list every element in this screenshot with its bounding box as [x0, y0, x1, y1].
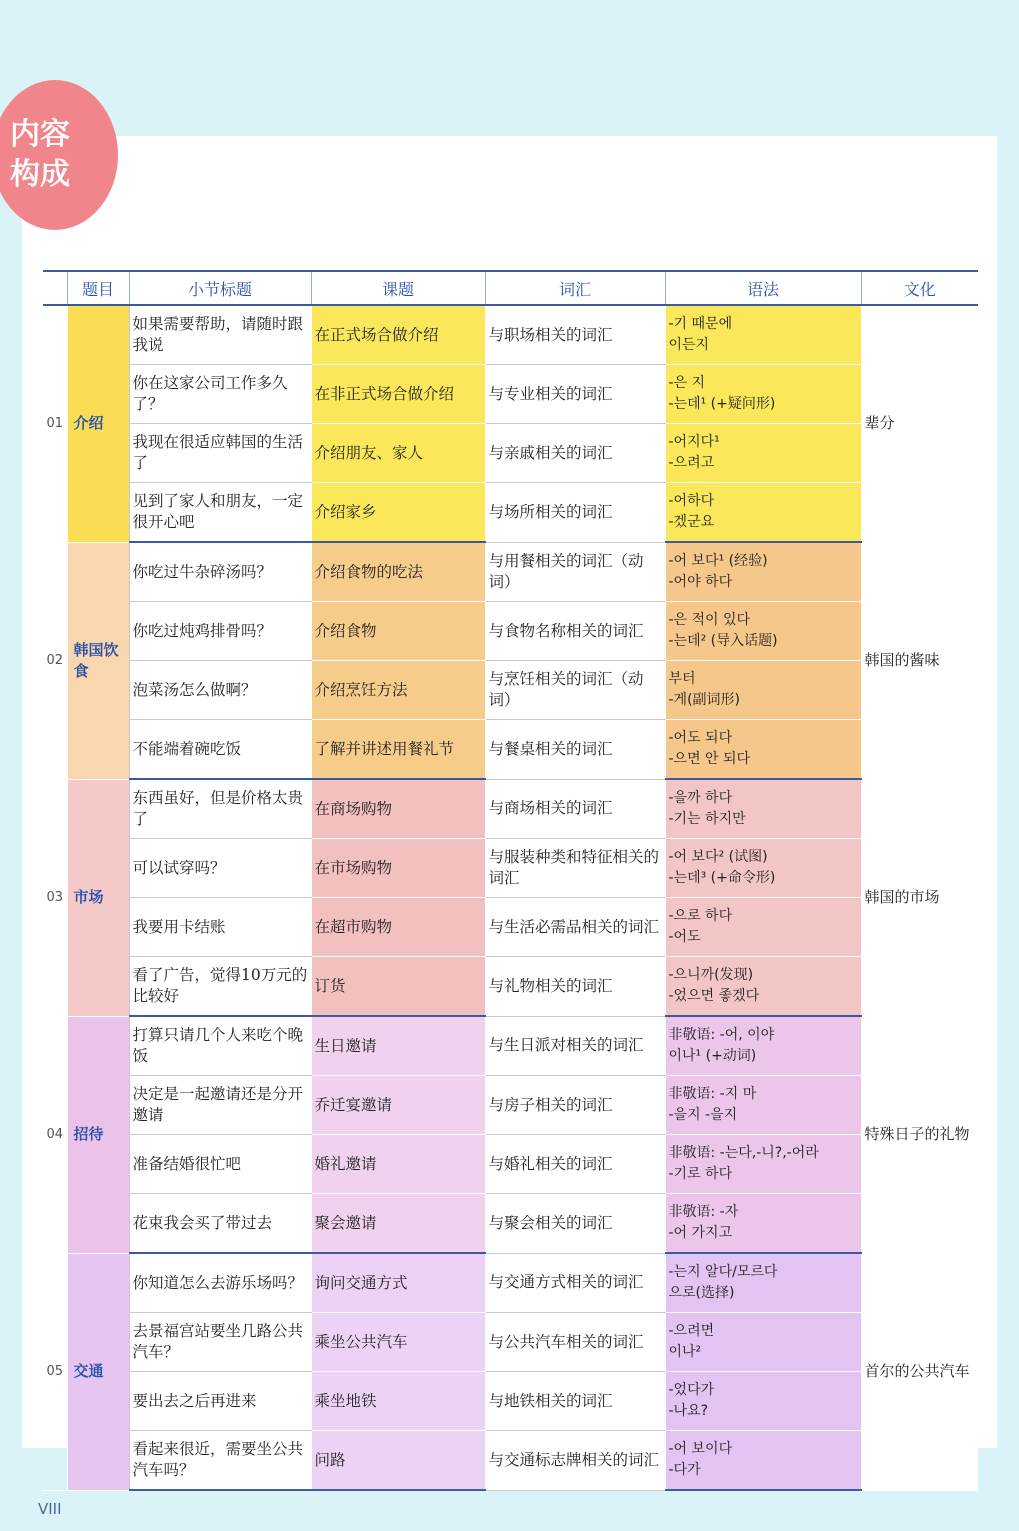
table-row: [43, 542, 978, 602]
section-subtitle: 我要用卡结账: [129, 898, 311, 957]
vocab-cell: 与生活必需品相关的词汇: [485, 898, 665, 957]
vocab-cell: 与婚礼相关的词汇: [485, 1135, 665, 1194]
grammar-cell: -어 보다¹ (经验) -어야 하다: [665, 542, 861, 602]
lesson-title: 聚会邀请: [311, 1194, 485, 1254]
culture-cell: 首尔的公共汽车: [861, 1253, 978, 1490]
header-subtitle: 小节标题: [129, 271, 311, 305]
vocab-cell: 与交通方式相关的词汇: [485, 1253, 665, 1313]
section-subtitle: 打算只请几个人来吃个晚饭: [129, 1016, 311, 1076]
vocab-cell: 与专业相关的词汇: [485, 365, 665, 424]
vocab-cell: 与餐桌相关的词汇: [485, 720, 665, 780]
vocab-cell: 与烹饪相关的词汇（动词）: [485, 661, 665, 720]
vocab-cell: 与地铁相关的词汇: [485, 1372, 665, 1431]
culture-cell: 特殊日子的礼物: [861, 1016, 978, 1253]
header-grammar: 语法: [665, 271, 861, 305]
grammar-cell: 非敬语: -는다,-니?,-어라 -기로 하다: [665, 1135, 861, 1194]
header-culture: 文化: [861, 271, 978, 305]
vocab-cell: 与用餐相关的词汇（动词）: [485, 542, 665, 602]
table-row: [43, 365, 978, 424]
section-subtitle: 可以试穿吗？: [129, 839, 311, 898]
vocab-cell: 与聚会相关的词汇: [485, 1194, 665, 1254]
section-subtitle: 泡菜汤怎么做啊？: [129, 661, 311, 720]
section-subtitle: 我现在很适应韩国的生活了: [129, 424, 311, 483]
unit-number: 01: [43, 305, 67, 542]
table-row: [43, 305, 978, 365]
unit-number: 02: [43, 542, 67, 779]
lesson-title: 生日邀请: [311, 1016, 485, 1076]
lesson-title: 介绍朋友、家人: [311, 424, 485, 483]
section-subtitle: 看了广告，觉得10万元的比较好: [129, 957, 311, 1017]
table-row: [43, 1431, 978, 1491]
table-row: [43, 1372, 978, 1431]
lesson-title: 介绍食物的吃法: [311, 542, 485, 602]
culture-cell: 辈分: [861, 305, 978, 542]
vocab-cell: 与职场相关的词汇: [485, 305, 665, 365]
table-row: [43, 779, 978, 839]
lesson-title: 乔迁宴邀请: [311, 1076, 485, 1135]
vocab-cell: 与服装种类和特征相关的词汇: [485, 839, 665, 898]
lesson-title: 在非正式场合做介绍: [311, 365, 485, 424]
section-subtitle: 去景福宫站要坐几路公共汽车？: [129, 1313, 311, 1372]
unit-topic: 市场: [67, 779, 129, 1016]
header-num: [43, 271, 67, 305]
lesson-title: 问路: [311, 1431, 485, 1491]
section-subtitle: 见到了家人和朋友，一定很开心吧: [129, 483, 311, 543]
lesson-title: 婚礼邀请: [311, 1135, 485, 1194]
section-subtitle: 你吃过牛杂碎汤吗？: [129, 542, 311, 602]
badge-line-2: 构成: [10, 157, 70, 192]
badge-line-1: 内容: [10, 117, 70, 152]
lesson-title: 在正式场合做介绍: [311, 305, 485, 365]
lesson-title: 介绍烹饪方法: [311, 661, 485, 720]
table-row: [43, 1194, 978, 1254]
grammar-cell: -어지다¹ -으려고: [665, 424, 861, 483]
lesson-title: 乘坐地铁: [311, 1372, 485, 1431]
section-subtitle: 你吃过炖鸡排骨吗？: [129, 602, 311, 661]
header-row: [43, 271, 978, 305]
vocab-cell: 与场所相关的词汇: [485, 483, 665, 543]
grammar-cell: -으니까(发现) -었으면 좋겠다: [665, 957, 861, 1017]
section-subtitle: 准备结婚很忙吧: [129, 1135, 311, 1194]
lesson-title: 介绍食物: [311, 602, 485, 661]
grammar-cell: -기 때문에 이든지: [665, 305, 861, 365]
table-row: [43, 1135, 978, 1194]
lesson-title: 乘坐公共汽车: [311, 1313, 485, 1372]
unit-topic: 韩国饮食: [67, 542, 129, 779]
section-subtitle: 花束我会买了带过去: [129, 1194, 311, 1254]
table-row: [43, 602, 978, 661]
section-subtitle: 你知道怎么去游乐场吗？: [129, 1253, 311, 1313]
vocab-cell: 与商场相关的词汇: [485, 779, 665, 839]
grammar-cell: -은 적이 있다 -는데² (导入话题): [665, 602, 861, 661]
grammar-cell: -는지 알다/모르다 으로(选择): [665, 1253, 861, 1313]
vocab-cell: 与食物名称相关的词汇: [485, 602, 665, 661]
unit-topic: 招待: [67, 1016, 129, 1253]
header-topic: 题目: [67, 271, 129, 305]
table-row: [43, 483, 978, 543]
culture-cell: 韩国的酱味: [861, 542, 978, 779]
table-row: [43, 661, 978, 720]
header-lesson: 课题: [311, 271, 485, 305]
table-row: [43, 1253, 978, 1313]
vocab-cell: 与交通标志牌相关的词汇: [485, 1431, 665, 1491]
page-number: VIII: [38, 1500, 62, 1518]
vocab-cell: 与生日派对相关的词汇: [485, 1016, 665, 1076]
vocab-cell: 与亲戚相关的词汇: [485, 424, 665, 483]
contents-table: [43, 270, 978, 1491]
table-row: [43, 839, 978, 898]
table-row: [43, 1313, 978, 1372]
grammar-cell: -을까 하다 -기는 하지만: [665, 779, 861, 839]
grammar-cell: -어하다 -겠군요: [665, 483, 861, 543]
lesson-title: 在市场购物: [311, 839, 485, 898]
table-row: [43, 1076, 978, 1135]
unit-number: 05: [43, 1253, 67, 1490]
lesson-title: 了解并讲述用餐礼节: [311, 720, 485, 780]
lesson-title: 在商场购物: [311, 779, 485, 839]
table-row: [43, 424, 978, 483]
lesson-title: 介绍家乡: [311, 483, 485, 543]
section-subtitle: 决定是一起邀请还是分开邀请: [129, 1076, 311, 1135]
grammar-cell: 非敬语: -어, 이야 이나¹ (+动词): [665, 1016, 861, 1076]
lesson-title: 询问交通方式: [311, 1253, 485, 1313]
unit-number: 04: [43, 1016, 67, 1253]
unit-number: 03: [43, 779, 67, 1016]
vocab-cell: 与房子相关的词汇: [485, 1076, 665, 1135]
vocab-cell: 与礼物相关的词汇: [485, 957, 665, 1017]
table-row: [43, 720, 978, 780]
grammar-cell: -으려면 이나²: [665, 1313, 861, 1372]
table-row: [43, 1016, 978, 1076]
grammar-cell: -어 보다² (试图) -는데³ (+命令形): [665, 839, 861, 898]
grammar-cell: 非敬语: -자 -어 가지고: [665, 1194, 861, 1254]
grammar-cell: -으로 하다 -어도: [665, 898, 861, 957]
section-subtitle: 看起来很近，需要坐公共汽车吗？: [129, 1431, 311, 1491]
unit-topic: 介绍: [67, 305, 129, 542]
unit-topic: 交通: [67, 1253, 129, 1490]
lesson-title: 在超市购物: [311, 898, 485, 957]
vocab-cell: 与公共汽车相关的词汇: [485, 1313, 665, 1372]
grammar-cell: -었다가 -나요?: [665, 1372, 861, 1431]
section-subtitle: 不能端着碗吃饭: [129, 720, 311, 780]
grammar-cell: -어 보이다 -다가: [665, 1431, 861, 1491]
culture-cell: 韩国的市场: [861, 779, 978, 1016]
lesson-title: 订货: [311, 957, 485, 1017]
section-subtitle: 东西虽好，但是价格太贵了: [129, 779, 311, 839]
table-row: [43, 898, 978, 957]
section-subtitle: 如果需要帮助，请随时跟我说: [129, 305, 311, 365]
grammar-cell: -은 지 -는데¹ (+疑问形): [665, 365, 861, 424]
section-subtitle: 你在这家公司工作多久了？: [129, 365, 311, 424]
grammar-cell: 非敬语: -지 마 -을지 -을지: [665, 1076, 861, 1135]
table-row: [43, 957, 978, 1017]
section-subtitle: 要出去之后再进来: [129, 1372, 311, 1431]
header-vocab: 词汇: [485, 271, 665, 305]
grammar-cell: 부터 -게(副词形): [665, 661, 861, 720]
grammar-cell: -어도 되다 -으면 안 되다: [665, 720, 861, 780]
